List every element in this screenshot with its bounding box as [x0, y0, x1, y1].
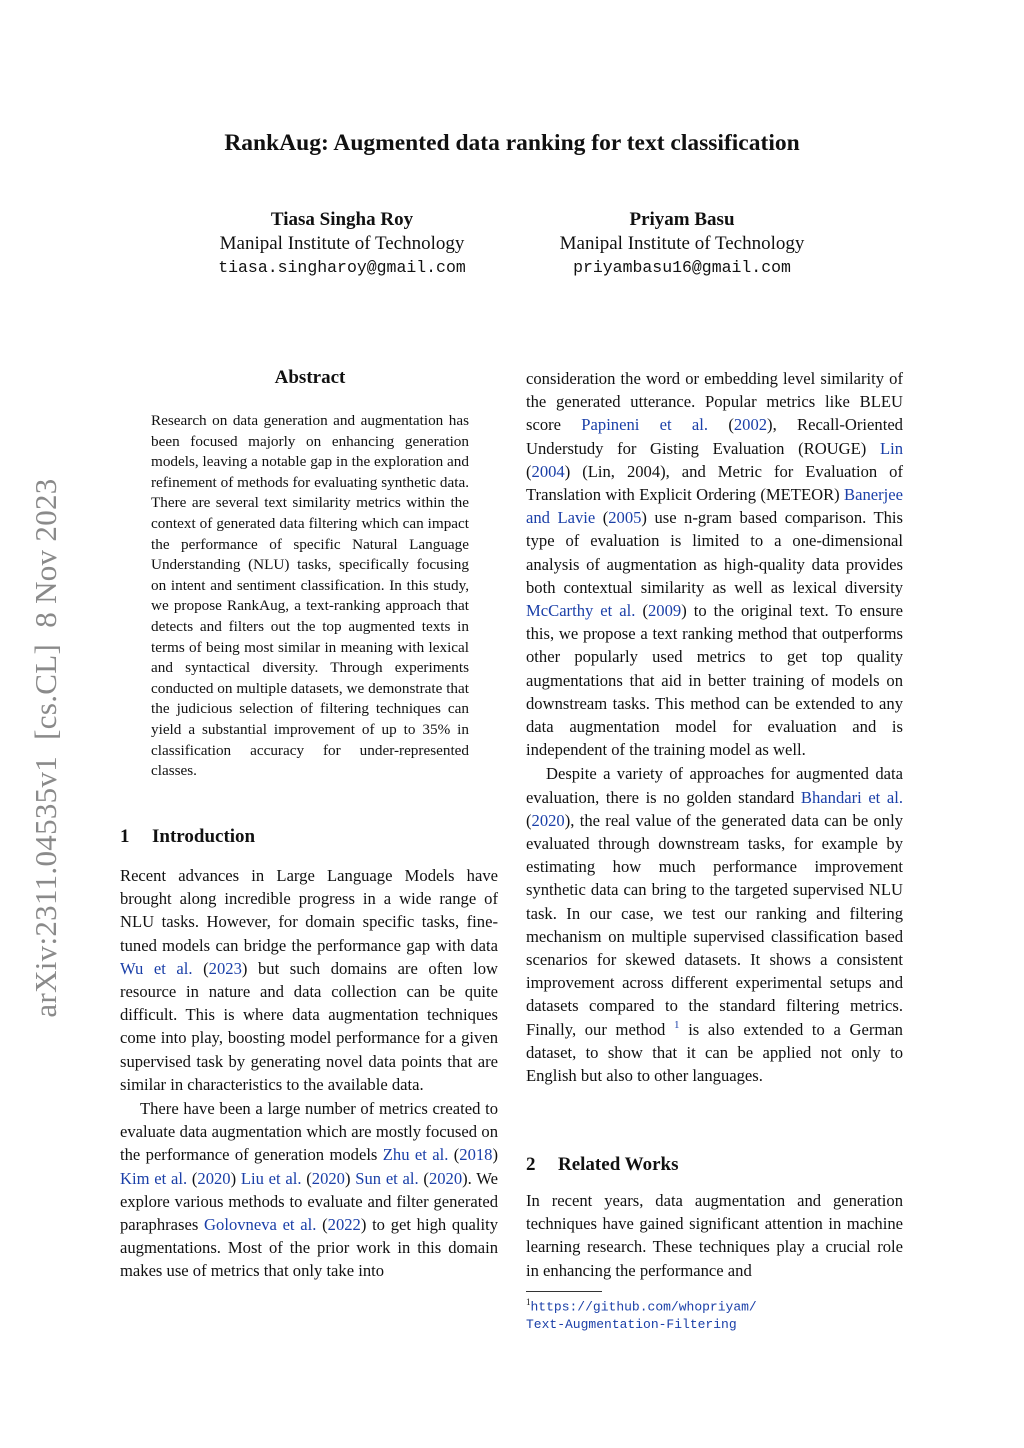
citation-year-link[interactable]: 2009	[648, 601, 682, 621]
footnote-divider	[526, 1291, 602, 1292]
section-title: Introduction	[152, 826, 256, 847]
citation-year-link[interactable]: 2018	[459, 1145, 493, 1165]
citation-year-link[interactable]: 2020	[428, 1168, 463, 1188]
citation-year-link[interactable]: 2023	[208, 958, 242, 978]
author-block	[512, 208, 852, 280]
section-number: 1	[120, 826, 130, 847]
abstract-body: Research on data generation and augmentation has been focused majorly on enhancing generation models, leaving a notable gap in the exploration and refinement of methods for evaluating synthetic data. There are several text similarity metrics within the context of generated data filtering which can impact the performance of specific Natural Language Understanding (NLU) tasks, specifically focusing on intent and sentiment classification. In this study, we propose RankAug, a text-ranking approach that detects and filters out the top augmented texts in terms of being most similar in meaning with lexical and syntactical diversity. Through experiments conducted on multiple datasets, we demonstrate that the judicious selection of filtering techniques can yield a substantial improvement of up to 35% in classification accuracy for under-represented classes.	[151, 412, 469, 780]
citation-link[interactable]: Bhandari et al.	[800, 787, 903, 807]
paper-title: RankAug: Augmented data ranking for text classification	[224, 130, 800, 156]
section-title: Related Works	[558, 1154, 679, 1175]
citation-year-link[interactable]: 2004	[531, 461, 565, 481]
section-number: 2	[526, 1154, 536, 1175]
related-works-body	[526, 1189, 903, 1282]
footnote-mark: 1	[526, 1297, 531, 1307]
citation-year-link[interactable]: 2005	[608, 508, 642, 528]
author-email: priyambasu16@gmail.com	[573, 258, 791, 277]
citation-year-link[interactable]: 2020	[197, 1168, 231, 1188]
citation-link[interactable]: Liu et al.	[240, 1168, 302, 1188]
paragraph: In recent years, data augmentation and generation techniques have gained significant attention in machine learning research. These techniques play a crucial role in enhancing the performance and	[526, 1191, 903, 1280]
author-email: tiasa.singharoy@gmail.com	[218, 258, 466, 277]
citation-year-link[interactable]: 2002	[733, 415, 768, 435]
citation-link[interactable]: Golovneva et al.	[204, 1215, 317, 1235]
citation-link[interactable]: Lin	[879, 438, 903, 458]
footnote-url-link[interactable]: https://github.com/whopriyam/	[530, 1299, 757, 1315]
author-block	[172, 208, 512, 280]
section-heading-related-works	[526, 1154, 679, 1176]
citation-year-link[interactable]: 2020	[311, 1168, 345, 1188]
author-name: Priyam Basu	[629, 209, 735, 230]
section-heading-introduction	[120, 826, 255, 848]
author-affiliation: Manipal Institute of Technology	[219, 233, 465, 254]
citation-link[interactable]: Sun et al.	[355, 1168, 419, 1188]
citation-year-link[interactable]: 2022	[327, 1215, 361, 1235]
introduction-body	[120, 864, 498, 1283]
author-name: Tiasa Singha Roy	[270, 209, 414, 230]
citation-link[interactable]: McCarthy et al.	[526, 601, 636, 621]
citation-link[interactable]: Papineni et al.	[581, 415, 709, 435]
footnote-url-link[interactable]: Text-Augmentation-Filtering	[526, 1317, 737, 1333]
footnote-marker[interactable]: 1	[674, 1018, 680, 1031]
author-affiliation: Manipal Institute of Technology	[559, 233, 805, 254]
citation-link[interactable]: Banerjee and Lavie	[526, 485, 903, 528]
arxiv-stamp-text: arXiv:2311.04535v1 [cs.CL] 8 Nov 2023	[28, 478, 63, 1018]
citation-link[interactable]: Zhu et al.	[382, 1145, 449, 1165]
paragraph: There have been a large number of metrics created to evaluate data augmentation which are mostly focused on the performance of generation models Zhu et al. (2018) Kim et al. (2020) Liu et al. (2020) Sun et al. (2020). We explore various methods to evaluate and filter generated paraphrases Golovneva et al. (2022) to get high quality augmentations. Most of the prior work in this domain makes use of metrics that only take into	[120, 1099, 498, 1281]
right-column-body	[526, 367, 903, 1087]
citation-link[interactable]: Kim et al.	[120, 1168, 188, 1188]
abstract-heading: Abstract	[274, 367, 346, 388]
citation-link[interactable]: Wu et al.	[120, 958, 193, 978]
paragraph: Despite a variety of approaches for augmented data evaluation, there is no golden standard Bhandari et al. (2020), the real value of the generated data can be only evaluated through downstream tasks, for example by estimating how much performance improvement synthetic data can bring to the targeted supervised NLU task. In our case, we test our ranking and filtering mechanism on multiple supervised classification based scenarios for skewed datasets. It shows a consistent improvement across different experimental setups and datasets compared to the standard filtering metrics. Finally, our method $^1$ is also extended to a German dataset, to show that it can be applied not only to English but also to other languages.	[526, 764, 903, 1086]
paragraph: Recent advances in Large Language Models have brought along incredible progress in a wide range of NLU tasks. However, for domain specific tasks, fine-tuned models can bridge the performance gap with data Wu et al. (2023) but such domains are often low resource in nature and data collection can be quite difficult. This is where data augmentation techniques come into play, boosting model performance for a given supervised task by generating novel data points that are similar in characteristics to the available data.	[120, 866, 498, 1094]
footnote	[526, 1294, 926, 1333]
citation-year-link[interactable]: 2020	[531, 810, 565, 830]
paragraph: consideration the word or embedding level similarity of the generated utterance. Popular metrics like BLEU score Papineni et al. (2002), Recall-Oriented Understudy for Gisting Evaluation (ROUGE) Lin (2004) (Lin, 2004), and Metric for Evaluation of Translation with Explicit Ordering (METEOR) Banerjee and Lavie (2005) use n-gram based comparison. This type of evaluation is limited to a one-dimensional analysis of augmentation as high-quality data provides both contextual similarity as well as lexical diversity McCarthy et al. (2009) to the original text. To ensure this, we propose a text ranking method that outperforms other popularly used metrics to get top quality augmentations that aid in better training of models on downstream tasks. This method can be extended to any data augmentation model for evaluation and is independent of the training model as well.	[526, 369, 903, 760]
